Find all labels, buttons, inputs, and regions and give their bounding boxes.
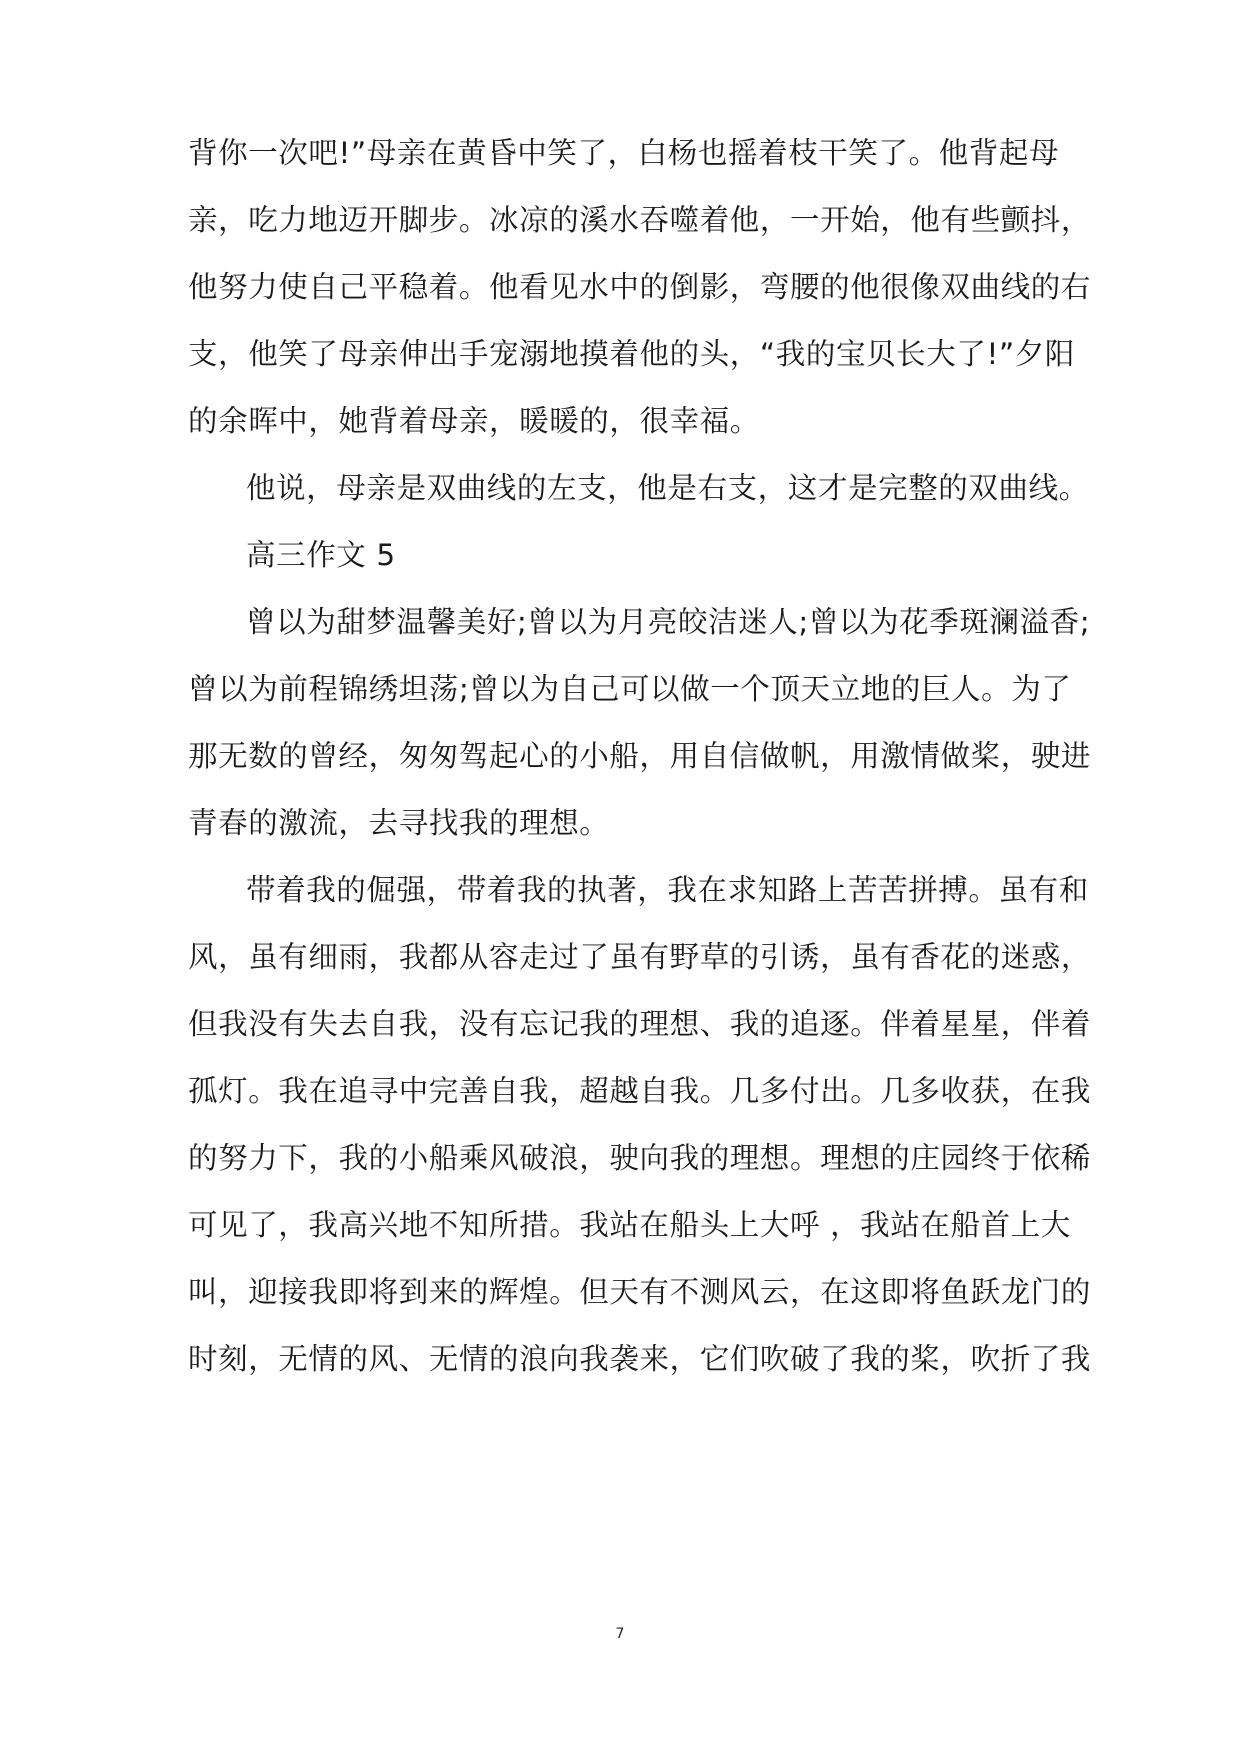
text-line: 背你一次吧!”母亲在黄昏中笑了，白杨也摇着枝干笑了。他背起母 bbox=[188, 136, 1060, 170]
text-line: 亲，吃力地迈开脚步。冰凉的溪水吞噬着他，一开始，他有些颤抖， bbox=[188, 203, 1092, 237]
text-line: 支，他笑了母亲伸出手宠溺地摸着他的头，“我的宝贝长大了!”夕阳 bbox=[188, 337, 1075, 371]
page-number: 7 bbox=[615, 1626, 625, 1642]
text-line: 的努力下，我的小船乘风破浪，驶向我的理想。理想的庄园终于依稀 bbox=[188, 1141, 1092, 1175]
text-line: 他说，母亲是双曲线的左支，他是右支，这才是完整的双曲线。 bbox=[246, 471, 1089, 505]
text-line: 带着我的倔强，带着我的执著，我在求知路上苦苦拼搏。虽有和 bbox=[246, 873, 1089, 907]
text-line: 那无数的曾经，匆匆驾起心的小船，用自信做帆，用激情做桨，驶进 bbox=[188, 739, 1092, 773]
text-line: 曾以为甜梦温馨美好;曾以为月亮皎洁迷人;曾以为花季斑澜溢香; bbox=[246, 605, 1091, 639]
text-line: 但我没有失去自我，没有忘记我的理想、我的追逐。伴着星星，伴着 bbox=[188, 1007, 1092, 1041]
text-line: 他努力使自己平稳着。他看见水中的倒影，弯腰的他很像双曲线的右 bbox=[188, 270, 1092, 304]
text-line: 孤灯。我在追寻中完善自我，超越自我。几多付出。几多收获，在我 bbox=[188, 1074, 1092, 1108]
text-line: 的余晖中，她背着母亲，暖暖的，很幸福。 bbox=[188, 404, 760, 438]
section-heading: 高三作文 5 bbox=[246, 538, 396, 572]
text-line: 时刻，无情的风、无情的浪向我袭来，它们吹破了我的桨，吹折了我 bbox=[188, 1342, 1092, 1376]
text-line: 风，虽有细雨，我都从容走过了虽有野草的引诱，虽有香花的迷惑， bbox=[188, 940, 1092, 974]
text-line: 曾以为前程锦绣坦荡;曾以为自己可以做一个顶天立地的巨人。为了 bbox=[188, 672, 1072, 706]
text-line: 青春的激流，去寻找我的理想。 bbox=[188, 806, 610, 840]
text-line: 可见了，我高兴地不知所措。我站在船头上大呼 ，我站在船首上大 bbox=[188, 1208, 1071, 1242]
text-line: 叫，迎接我即将到来的辉煌。但天有不测风云，在这即将鱼跃龙门的 bbox=[188, 1275, 1092, 1309]
